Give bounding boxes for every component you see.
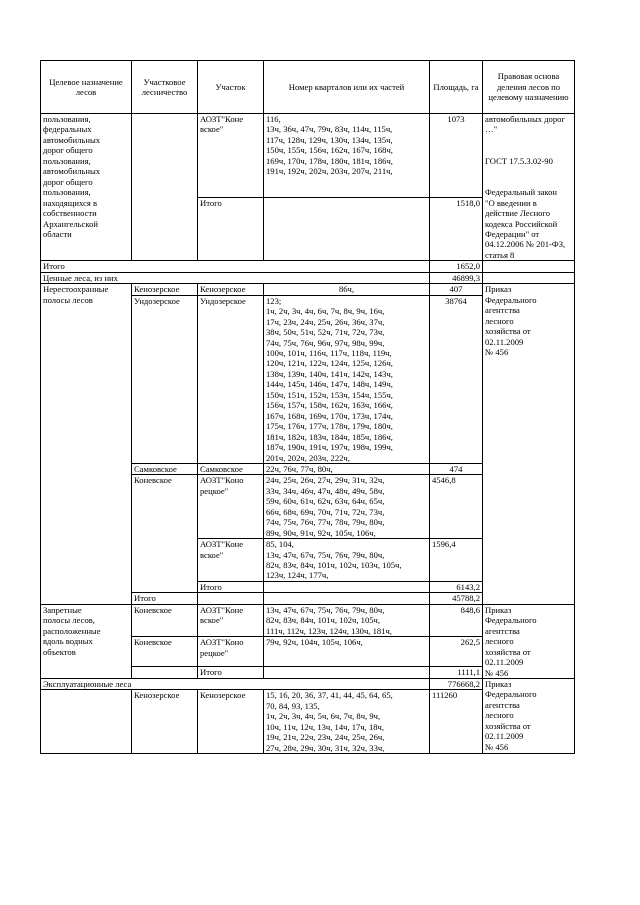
legal-basis-cell xyxy=(483,261,575,272)
area-cell: 407 xyxy=(430,284,483,295)
exploitation-forests-label: Эксплуатационные леса xyxy=(41,679,430,690)
area-cell: 474 xyxy=(430,463,483,474)
quarters-cell xyxy=(264,593,430,604)
quarters-cell: 116, 13ч, 36ч, 47ч, 79ч, 83ч, 114ч, 115ч, 117ч, 128ч, 129ч, 130ч, 134ч, 135ч, 150ч, 155ч, 156ч, 162ч, 167ч, 168ч, 169ч, 170ч, 178ч, 180ч, 181ч, 186ч, 191ч, 192ч, 202ч, 203ч, 207ч, 211ч, xyxy=(264,114,430,198)
purpose-cell: Нерестоохранные полосы лесов xyxy=(41,284,132,605)
forestry-cell: Кенозерское xyxy=(132,284,198,295)
site-cell: АОЗТ"Коно рецкое" xyxy=(198,475,264,539)
total-area: 45788,2 xyxy=(430,593,483,604)
forestry-cell xyxy=(132,667,198,679)
legal-basis-cell: Приказ Федерального агентства лесного хозяйства от 02.11.2009 № 456 xyxy=(483,604,575,678)
quarters-cell: 123; 1ч, 2ч, 3ч, 4ч, 6ч, 7ч, 8ч, 9ч, 16ч, 17ч, 23ч, 24ч, 25ч, 26ч, 36ч, 37ч, 38ч, 50ч, 51ч, 52ч, 71ч, 72ч, 73ч, 74ч, 75ч, 76ч, 96ч, 97ч, 98ч, 99ч, 100ч, 101ч, 116ч, 117ч, 118ч, 119ч, 120ч, 121ч, 122ч, 124ч, 125ч, 126ч, 138ч, 139ч, 140ч, 141ч, 142ч, 143ч, 144ч, 145ч, 146ч, 147ч, 148ч, 149ч, 150ч, 151ч, 152ч, 153ч, 154ч, 155ч, 156ч, 157ч, 158ч, 162ч, 163ч, 166ч, 167ч, 168ч, 169ч, 170ч, 173ч, 174ч, 175ч, 176ч, 177ч, 178ч, 179ч, 180ч, 181ч, 182ч, 183ч, 184ч, 185ч, 186ч, 187ч, 190ч, 191ч, 197ч, 198ч, 199ч, 201ч, 202ч, 203ч, 222ч, xyxy=(264,295,430,463)
quarters-cell xyxy=(264,581,430,592)
exploitation-forests-area: 776668,2 xyxy=(430,679,483,690)
quarters-cell: 24ч, 25ч, 26ч, 27ч, 29ч, 31ч, 32ч, 33ч, 34ч, 46ч, 47ч, 48ч, 49ч, 58ч, 59ч, 60ч, 61ч, 62ч, 63ч, 64ч, 65ч, 66ч, 68ч, 69ч, 70ч, 71ч, 72ч, 73ч, 74ч, 75ч, 76ч, 77ч, 78ч, 79ч, 80ч, 89ч, 90ч, 91ч, 92ч, 105ч, 106ч, xyxy=(264,475,430,539)
quarters-cell: 79ч, 92ч, 104ч, 105ч, 106ч, xyxy=(264,637,430,667)
header-area: Площадь, га xyxy=(430,61,483,114)
subtotal-area: 6143,2 xyxy=(430,581,483,592)
valuable-forests-label: Ценные леса, из них xyxy=(41,272,430,283)
total-label: Итого xyxy=(198,667,264,679)
area-cell: 1596,4 xyxy=(430,539,483,582)
forestry-cell: Кенозерское xyxy=(132,690,198,754)
subtotal-area: 1518,0 xyxy=(430,198,483,261)
legal-basis-cell: автомобильных дорог …" ГОСТ 17.5.3.02-90 Федеральный закон "О введении в действие Лесного кодекса Российской Федерации" от 04.12.2006 № 201-ФЗ, статья 8 xyxy=(483,114,575,261)
site-cell: Самковское xyxy=(198,463,264,474)
site-cell: Кенозерское xyxy=(198,690,264,754)
area-cell: 1073 xyxy=(430,114,483,198)
forestry-cell: Ундозерское xyxy=(132,295,198,463)
table-row xyxy=(41,114,575,198)
header-forestry: Участковое лесничество xyxy=(132,61,198,114)
quarters-cell: 86ч, xyxy=(264,284,430,295)
forestry-cell: Коневское xyxy=(132,604,198,637)
forest-allocation-table xyxy=(40,60,575,754)
subtotal-label: Итого xyxy=(198,581,264,592)
table-row xyxy=(41,284,575,295)
quarters-cell xyxy=(264,198,430,261)
area-cell: 4546,8 xyxy=(430,475,483,539)
total-area: 1652,0 xyxy=(430,261,483,272)
site-cell: Кенозерское xyxy=(198,284,264,295)
purpose-cell xyxy=(41,690,132,754)
subtotal-label: Итого xyxy=(198,198,264,261)
table-row xyxy=(41,261,575,272)
site-cell: АОЗТ"Коне вское" xyxy=(198,539,264,582)
area-cell: 848,6 xyxy=(430,604,483,637)
header-quarters: Номер кварталов или их частей xyxy=(264,61,430,114)
forestry-cell: Коневское xyxy=(132,637,198,667)
total-label: Итого xyxy=(132,593,198,604)
forestry-cell xyxy=(132,114,198,261)
header-purpose: Целевое назначение лесов xyxy=(41,61,132,114)
table-header-row xyxy=(41,61,575,114)
quarters-cell: 13ч, 47ч, 67ч, 75ч, 76ч, 79ч, 80ч, 82ч, 83ч, 84ч, 101ч, 102ч, 105ч, 111ч, 112ч, 123ч, 124ч, 130ч, 181ч, xyxy=(264,604,430,637)
table-row xyxy=(41,272,575,283)
total-label: Итого xyxy=(41,261,430,272)
quarters-cell: 85, 104, 13ч, 47ч, 67ч, 75ч, 76ч, 79ч, 80ч, 82ч, 83ч, 84ч, 101ч, 102ч, 103ч, 105ч, 123ч, 124ч, 177ч, xyxy=(264,539,430,582)
purpose-cell: пользования, федеральных автомобильных дорог общего пользования, автомобильных дорог общего пользования, находящихся в собственности Архангельской области xyxy=(41,114,132,261)
quarters-cell: 15, 16, 20, 36, 37, 41, 44, 45, 64, 65, 70, 84, 93, 135, 1ч, 2ч, 3ч, 4ч, 5ч, 6ч, 7ч, 8ч, 9ч, 10ч, 11ч, 12ч, 13ч, 14ч, 17ч, 18ч, 19ч, 21ч, 22ч, 23ч, 24ч, 25ч, 26ч, 27ч, 28ч, 29ч, 30ч, 31ч, 32ч, 33ч, xyxy=(264,690,430,754)
forestry-cell: Коневское xyxy=(132,475,198,593)
site-cell: Ундозерское xyxy=(198,295,264,463)
legal-basis-cell: Приказ Федерального агентства лесного хозяйства от 02.11.2009 № 456 xyxy=(483,284,575,605)
purpose-cell: Запретные полосы лесов, расположенные вдоль водных объектов xyxy=(41,604,132,678)
forestry-cell: Самковское xyxy=(132,463,198,474)
total-area: 1111,1 xyxy=(430,667,483,679)
site-cell xyxy=(198,593,264,604)
quarters-cell: 22ч, 76ч, 77ч, 80ч, xyxy=(264,463,430,474)
valuable-forests-area: 46899,3 xyxy=(430,272,483,283)
table-row xyxy=(41,679,575,690)
area-cell: 38764 xyxy=(430,295,483,463)
site-cell: АОЗТ"Коне вское" xyxy=(198,604,264,637)
legal-basis-cell xyxy=(483,272,575,283)
legal-basis-cell: Приказ Федерального агентства лесного хозяйства от 02.11.2009 № 456 xyxy=(483,679,575,754)
header-site: Участок xyxy=(198,61,264,114)
area-cell: 111260 xyxy=(430,690,483,754)
site-cell: АОЗТ"Коне вское" xyxy=(198,114,264,198)
area-cell: 262,5 xyxy=(430,637,483,667)
table-row xyxy=(41,604,575,637)
quarters-cell xyxy=(264,667,430,679)
site-cell: АОЗТ"Коно рецкое" xyxy=(198,637,264,667)
header-legal-basis: Правовая основа деления лесов по целевому назначению xyxy=(483,61,575,114)
